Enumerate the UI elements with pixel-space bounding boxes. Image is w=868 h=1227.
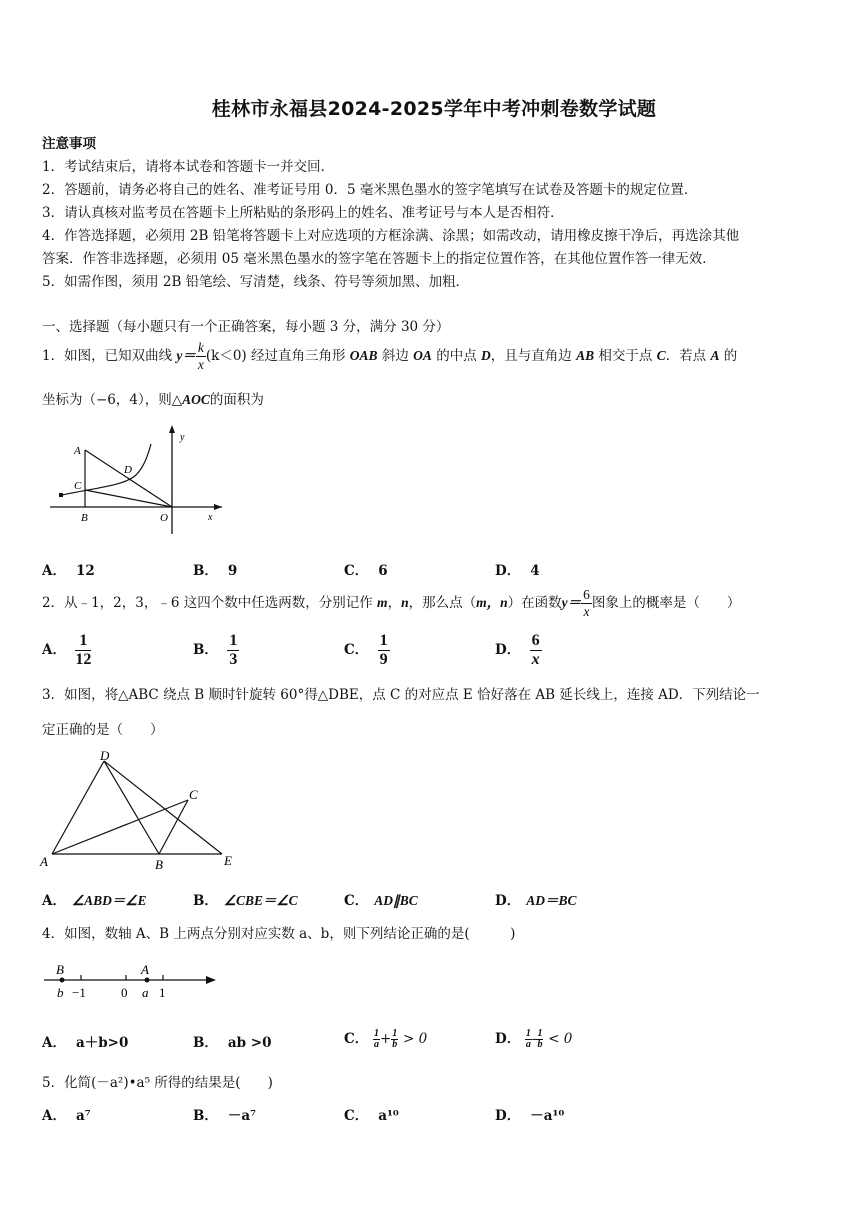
q3-triangle-figure	[38, 745, 243, 870]
notice-item: 1．考试结束后，请将本试卷和答题卡一并交回．	[42, 159, 335, 175]
notice-item: 答案．作答非选择题，必须用 05 毫米黑色墨水的签字笔在答题卡上的指定位置作答，在其他位置作答一律无效．	[42, 251, 716, 267]
section-heading: 一、选择题（每小题只有一个正确答案，每小题 3 分，满分 30 分）	[42, 319, 450, 335]
label-zero: 0	[121, 985, 128, 1000]
q1-option-a: A． 12	[42, 563, 95, 579]
label-b-lower: b	[57, 985, 64, 1000]
label-a-lower: a	[142, 985, 149, 1000]
label-e: E	[224, 853, 232, 868]
question-1-line-2: 坐标为（−6，4），则△AOC的面积为	[42, 392, 264, 408]
label-x: x	[208, 512, 213, 523]
q1-function-fraction: $\frac{k}{x}$	[197, 340, 204, 372]
line-de	[104, 761, 222, 854]
q3-option-b: B． ∠CBE＝∠C	[193, 893, 298, 909]
q2-option-a: A． $\frac{1}{12}$	[42, 632, 92, 668]
q4-option-b: B． ab >0	[193, 1035, 272, 1051]
q1-option-b: B． 9	[193, 563, 238, 579]
q3-option-c: C． AD∥BC	[344, 893, 418, 909]
q2-option-b: B． $\frac{1}{3}$	[193, 632, 238, 668]
question-1-line-1: 1．如图，已知双曲线 y＝ $\frac{k}{x}$ (k＜0) 经过直角三角形 OAB 斜边 OA 的中点 D，且与直角边 AB 相交于点 C．若点 A 的	[42, 340, 738, 372]
label-one: 1	[159, 985, 166, 1000]
question-4: 4．如图，数轴 A、B 上两点分别对应实数 a、b，则下列结论正确的是( )	[42, 926, 516, 942]
q1-option-c: C． 6	[344, 563, 388, 579]
q5-option-b: B． －a⁷	[193, 1108, 257, 1124]
q4-option-c: C． $\frac{1}{a}$ + $\frac{1}{b}$ > 0	[344, 1028, 428, 1050]
page-title: 桂林市永福县2024-2025学年中考冲刺卷数学试题	[211, 98, 657, 120]
label-b: B	[81, 512, 88, 524]
notice-item: 4．作答选择题，必须用 2B 铅笔将答题卡上对应选项的方框涂满、涂黑；如需改动，请用橡皮擦干净后，再选涂其他	[42, 228, 740, 244]
q5-option-a: A． a⁷	[42, 1108, 91, 1124]
notice-item: 5．如需作图，须用 2B 铅笔绘、写清楚，线条、符号等须加黑、加粗．	[42, 274, 470, 290]
q2-option-c: C． $\frac{1}{9}$	[344, 632, 388, 668]
point-b	[60, 978, 65, 983]
label-c: C	[189, 787, 198, 802]
q3-option-a: A． ∠ABD＝∠E	[42, 893, 147, 909]
label-c: C	[74, 480, 82, 492]
x-axis-arrow	[214, 504, 222, 510]
label-y: y	[180, 432, 185, 443]
label-d: D	[100, 748, 110, 763]
label-a-upper: A	[141, 962, 149, 977]
point-a	[145, 978, 150, 983]
label-minus-one: −1	[72, 985, 86, 1000]
notice-item: 2．答题前，请务必将自己的姓名、准考证号用 0．5 毫米黑色墨水的签字笔填写在试卷及答题卡的规定位置．	[42, 182, 698, 198]
q5-option-d: D． －a¹⁰	[495, 1108, 565, 1124]
axis-arrow	[206, 976, 216, 984]
label-b-upper: B	[56, 962, 64, 977]
q1-option-d: D． 4	[495, 563, 540, 579]
label-b: B	[155, 857, 163, 870]
q1-hyperbola-figure	[44, 420, 234, 540]
q5-option-c: C． a¹⁰	[344, 1108, 399, 1124]
line-db	[104, 761, 159, 854]
question-5: 5．化简(－a²)•a⁵ 所得的结果是( )	[42, 1075, 273, 1091]
question-3-line-1: 3．如图，将△ABC 绕点 B 顺时针旋转 60°得△DBE，点 C 的对应点 E 恰好落在 AB 延长线上，连接 AD．下列结论一	[42, 687, 760, 703]
notice-item: 3．请认真核对监考员在答题卡上所粘贴的条形码上的姓名、准考证号与本人是否相符．	[42, 205, 564, 221]
label-a: A	[74, 445, 81, 457]
notice-heading: 注意事项	[42, 136, 96, 152]
line-ad	[52, 761, 104, 854]
line-ac	[52, 800, 188, 854]
y-axis-arrow	[169, 425, 175, 433]
label-a: A	[40, 854, 48, 869]
question-2: 2．从﹣1，2，3，﹣6 这四个数中任选两数，分别记作 m，n，那么点（m，n）在函数y＝ $\frac{6}{x}$ 图象上的概率是（ ）	[42, 587, 741, 619]
q2-function-fraction: $\frac{6}{x}$	[583, 587, 590, 619]
label-o: O	[160, 512, 168, 524]
question-3-line-2: 定正确的是（ ）	[42, 722, 164, 738]
curve-end-dot	[59, 493, 63, 497]
q3-option-d: D． AD＝BC	[495, 893, 577, 909]
q4-option-d: D． $\frac{1}{a}$ - $\frac{1}{b}$ < 0	[495, 1028, 573, 1050]
label-d: D	[124, 464, 132, 476]
q4-number-line	[40, 960, 225, 1002]
q2-option-d: D． $\frac{6}{x}$	[495, 632, 540, 668]
q4-option-a: A． a＋b>0	[42, 1035, 129, 1051]
